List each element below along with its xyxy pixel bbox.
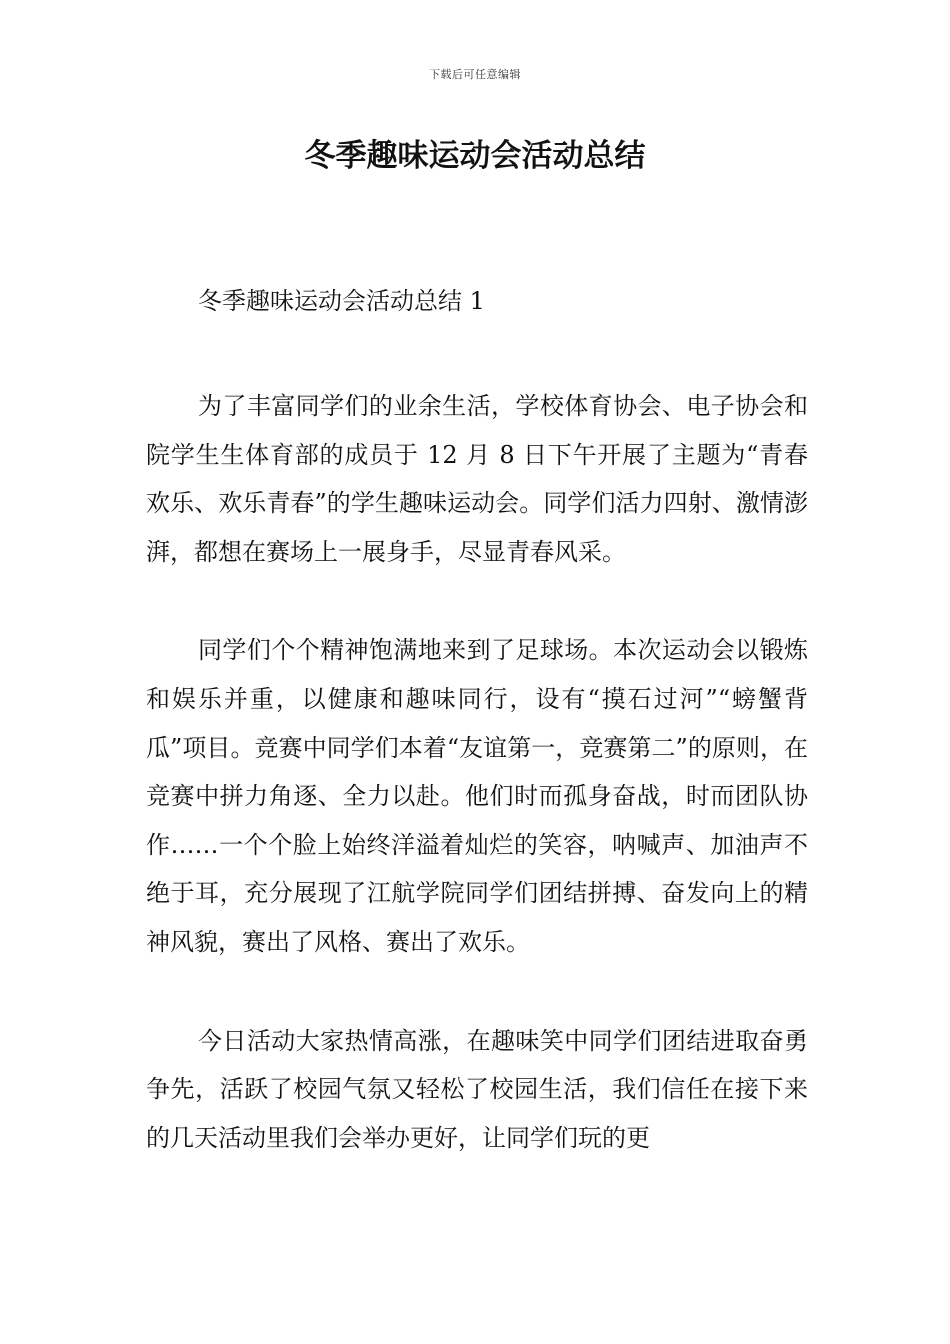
header-note: 下载后可任意编辑 xyxy=(429,68,521,81)
document-body xyxy=(146,283,808,1212)
paragraph-3: 今日活动大家热情高涨，在趣味笑中同学们团结进取奋勇争先，活跃了校园气氛又轻松了校园生活，我们信任在接下来的几天活动里我们会举办更好，让同学们玩的更 xyxy=(146,1026,808,1152)
paragraph-1: 为了丰富同学们的业余生活，学校体育协会、电子协会和院学生生体育部的成员于 12 月 8 日下午开展了主题为“青春欢乐、欢乐青春”的学生趣味运动会。同学们活力四射、激情澎湃，都想在赛场上一展身手，尽显青春风采。 xyxy=(146,392,808,566)
document-title: 冬季趣味运动会活动总结 xyxy=(304,138,646,174)
paragraph-2: 同学们个个精神饱满地来到了足球场。本次运动会以锻炼和娱乐并重，以健康和趣味同行，设有“摸石过河”“螃蟹背瓜”项目。竞赛中同学们本着“友谊第一，竞赛第二”的原则，在竞赛中拼力角逐、全力以赴。他们时而孤身奋战，时而团队协作……一个个脸上始终洋溢着灿烂的笑容，呐喊声、加油声不绝于耳，充分展现了江航学院同学们团结拼搏、奋发向上的精神风貌，赛出了风格、赛出了欢乐。 xyxy=(146,636,808,956)
section-heading: 冬季趣味运动会活动总结 1 xyxy=(198,287,485,315)
